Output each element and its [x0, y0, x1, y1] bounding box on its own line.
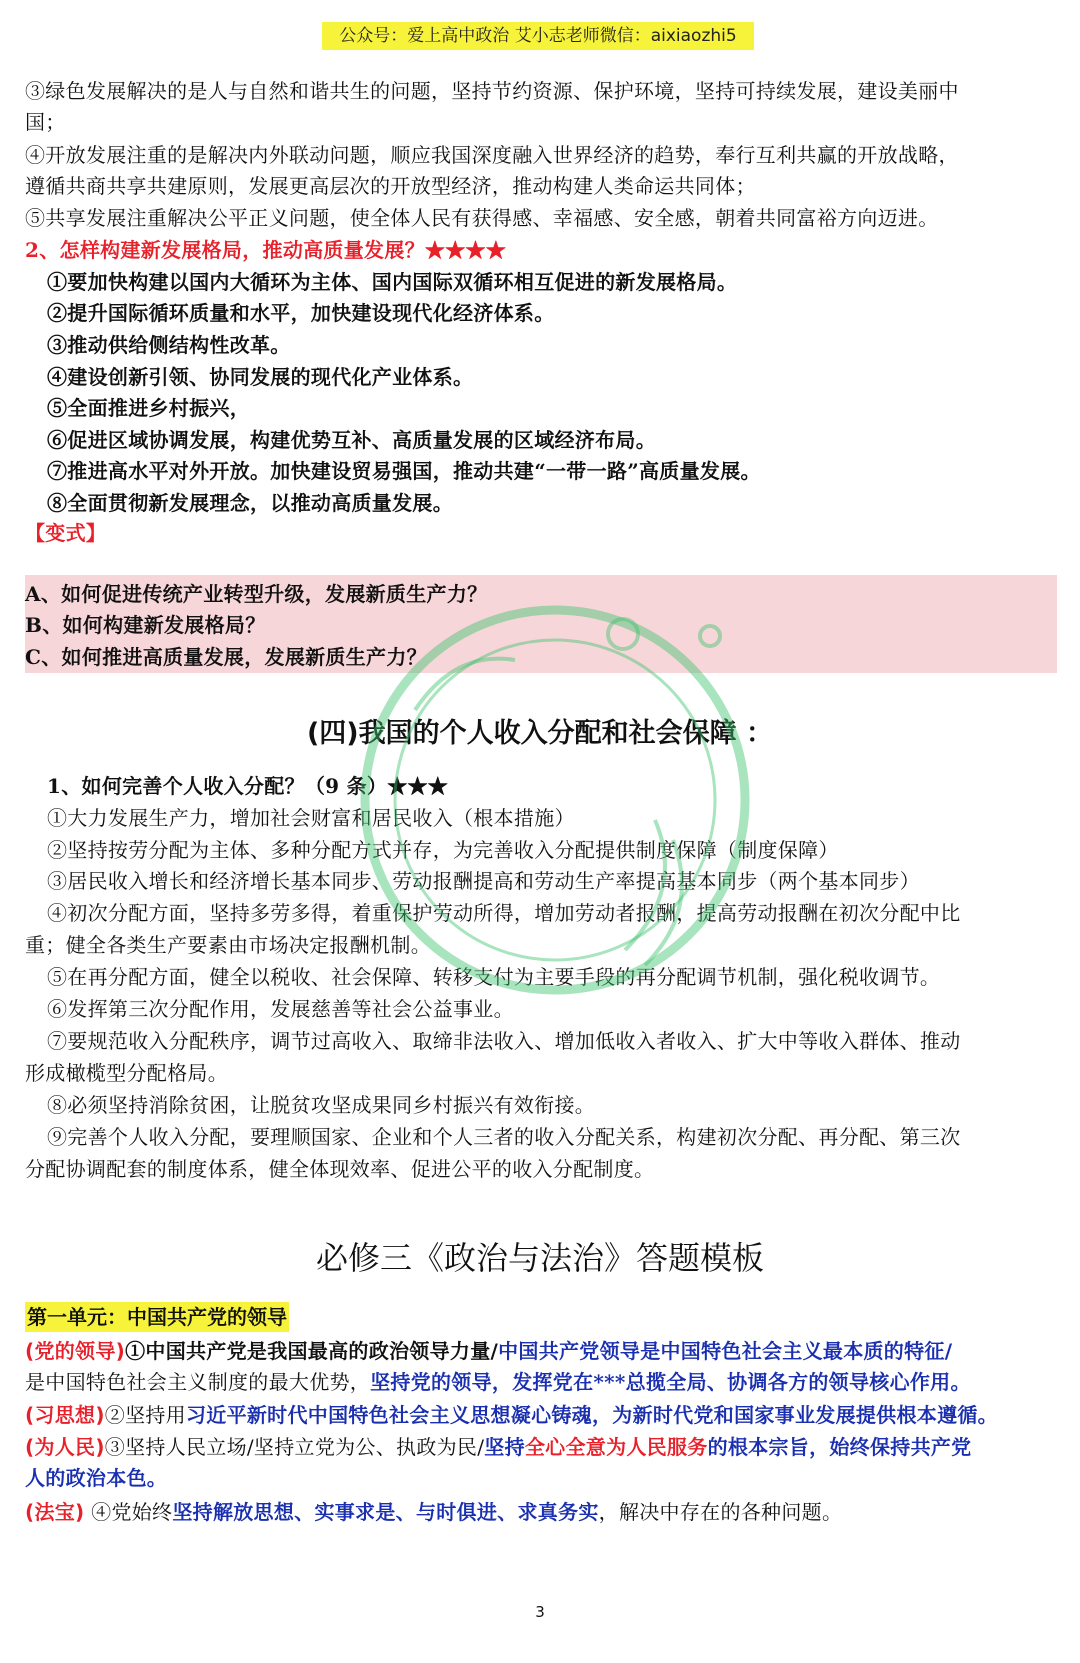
highlight-run: 的根本宗旨，始终保持共产党 — [707, 1435, 972, 1459]
text-run: 是中国特色社会主义制度的最大优势， — [25, 1370, 371, 1394]
list-item: ③推动供给侧结构性改革。 — [47, 333, 291, 357]
paragraph-line — [25, 1497, 842, 1527]
paragraph-line — [25, 1400, 998, 1430]
text-run: ①中国共产党是我国最高的政治领导力量/ — [125, 1339, 499, 1363]
text-run: ，解决中存在的各种问题。 — [598, 1500, 843, 1524]
page-title: 必修三《政治与法治》答题模板 — [315, 1239, 764, 1277]
text-line: ⑥发挥第三次分配作用，发展慈善等社会公益事业。 — [47, 997, 514, 1021]
text-line: ①大力发展生产力，增加社会财富和居民收入（根本措施） — [47, 806, 575, 830]
text-line: 形成橄榄型分配格局。 — [25, 1061, 228, 1085]
list-item: ⑦推进高水平对外开放。加快建设贸易强国，推动共建“一带一路”高质量发展。 — [47, 459, 761, 483]
text-line: ⑦要规范收入分配秩序，调节过高收入、取缔非法收入、增加低收入者收入、扩大中等收入群体、推动 — [47, 1029, 961, 1053]
question-title: 1、如何完善个人收入分配？（9 条）★★★ — [47, 774, 449, 798]
text-line: ⑤共享发展注重解决公平正义问题，使全体人民有获得感、幸福感、安全感，朝着共同富裕方向迈进。 — [25, 206, 939, 230]
list-item: ④建设创新引领、协同发展的现代化产业体系。 — [47, 365, 474, 389]
text-line: ⑤在再分配方面，健全以税收、社会保障、转移支付为主要手段的再分配调节机制，强化税收调节。 — [47, 965, 941, 989]
highlight-run: 中国共产党领导是中国特色社会主义最本质的特征/ — [498, 1339, 953, 1363]
text-line: 国； — [25, 110, 66, 134]
list-item: ⑥促进区域协调发展，构建优势互补、高质量发展的区域经济布局。 — [47, 428, 656, 452]
unit-label: 第一单元：中国共产党的领导 — [25, 1302, 289, 1332]
text-line: ④初次分配方面，坚持多劳多得，着重保护劳动所得，增加劳动者报酬，提高劳动报酬在初次分配中比 — [47, 901, 961, 925]
text-line: ②坚持按劳分配为主体、多种分配方式并存，为完善收入分配提供制度保障（制度保障） — [47, 838, 839, 862]
page-number: 3 — [535, 1603, 545, 1621]
text-line: 分配协调配套的制度体系，健全体现效率、促进公平的收入分配制度。 — [25, 1157, 655, 1181]
tag: (习思想) — [25, 1403, 105, 1427]
variant-label: 【变式】 — [25, 521, 107, 545]
highlight-run: 全心全意为人民服务 — [524, 1435, 708, 1459]
tag: (为人民) — [25, 1435, 105, 1459]
text-line: ④开放发展注重的是解决内外联动问题，顺应我国深度融入世界经济的趋势，奉行互利共赢的开放战略， — [25, 143, 959, 167]
text-line: ⑧必须坚持消除贫困，让脱贫攻坚成果同乡村振兴有效衔接。 — [47, 1093, 596, 1117]
variant-item: B、如何构建新发展格局？ — [25, 613, 266, 637]
highlight-run: 习近平新时代中国特色社会主义思想凝心铸魂，为新时代党和国家事业发展提供根本遵循。 — [185, 1403, 998, 1427]
highlight-run: 坚持解放思想、实事求是、与时俱进、求真务实 — [172, 1500, 599, 1524]
section-title: (四)我国的个人收入分配和社会保障 ： — [306, 718, 774, 749]
paragraph-line — [25, 1367, 971, 1397]
header-banner: 公众号：爱上高中政治 艾小志老师微信：aixiaozhi5 — [322, 22, 754, 50]
text-line: ⑨完善个人收入分配，要理顺国家、企业和个人三者的收入分配关系，构建初次分配、再分配、第三次 — [47, 1125, 961, 1149]
variant-item: C、如何推进高质量发展，发展新质生产力？ — [25, 645, 427, 669]
text-line: 重；健全各类生产要素由市场决定报酬机制。 — [25, 933, 431, 957]
text-line: ③绿色发展解决的是人与自然和谐共生的问题，坚持节约资源、保护环境，坚持可持续发展，建设美丽中 — [25, 79, 959, 103]
variant-item: A、如何促进传统产业转型升级，发展新质生产力？ — [25, 582, 488, 606]
text-run: ③坚持人民立场/坚持立党为公、执政为民/ — [104, 1435, 485, 1459]
list-item: ⑧全面贯彻新发展理念，以推动高质量发展。 — [47, 491, 453, 515]
list-item: ②提升国际循环质量和水平，加快建设现代化经济体系。 — [47, 301, 555, 325]
text-line: ③居民收入增长和经济增长基本同步、劳动报酬提高和劳动生产率提高基本同步（两个基本同步） — [47, 869, 920, 893]
question-2-title: 2、怎样构建新发展格局，推动高质量发展？★★★★ — [25, 238, 507, 262]
text-line: 遵循共商共享共建原则，发展更高层次的开放型经济，推动构建人类命运共同体； — [25, 174, 756, 198]
tag: (党的领导) — [25, 1339, 126, 1363]
text-run: ②坚持用 — [104, 1403, 186, 1427]
text-run: ④党始终 — [84, 1500, 173, 1524]
paragraph-line — [25, 1336, 952, 1366]
highlight-run: 坚持 — [484, 1435, 525, 1459]
highlight-run: 坚持党的领导，发挥党在***总揽全局、协调各方的领导核心作用。 — [370, 1370, 971, 1394]
list-item: ①要加快构建以国内大循环为主体、国内国际双循环相互促进的新发展格局。 — [47, 270, 738, 294]
tag: (法宝) — [25, 1500, 85, 1524]
paragraph-line: 人的政治本色。 — [25, 1466, 168, 1490]
paragraph-line — [25, 1432, 971, 1462]
list-item: ⑤全面推进乡村振兴， — [47, 396, 250, 420]
